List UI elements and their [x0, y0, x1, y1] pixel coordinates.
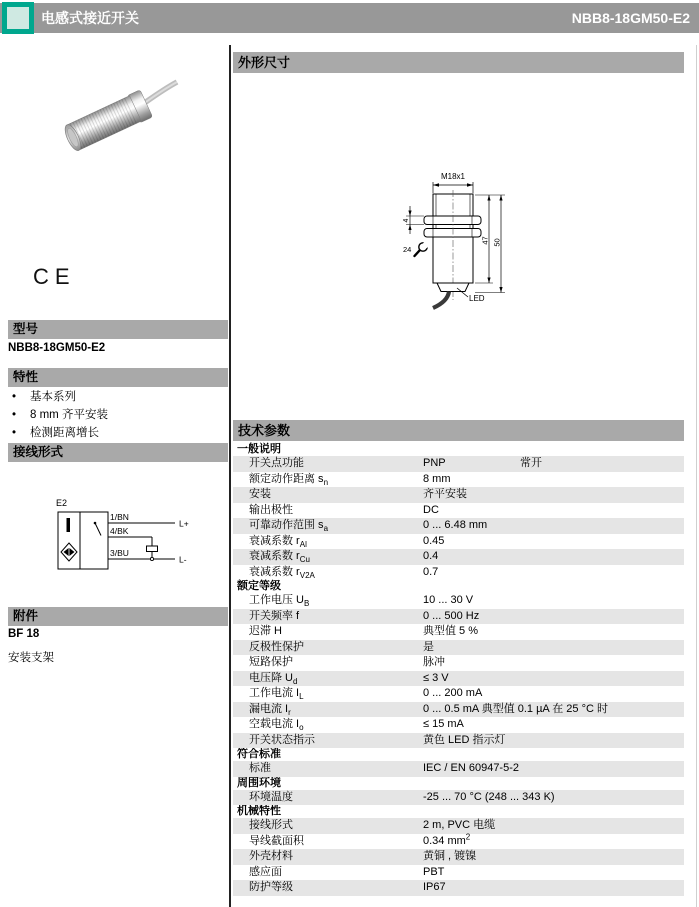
- section-heading-model: 型号: [8, 320, 228, 339]
- dimension-drawing: [380, 160, 520, 320]
- thread-dim-label: M18x1: [440, 172, 466, 181]
- tech-row: [233, 593, 684, 609]
- tech-row-value: ≤ 3 V: [423, 671, 449, 684]
- tech-row-value: PNP: [423, 457, 446, 469]
- feature-item: • 检测距离增长: [8, 424, 223, 442]
- length-50-label: 50: [492, 238, 502, 247]
- tech-row-value: 0.34 $mm^2$: [423, 831, 471, 847]
- tech-row-label: 额定动作距离 $s_n$: [249, 472, 329, 487]
- tech-row-value: ≤ 15 mA: [423, 718, 464, 730]
- tech-row-value: 0 ... 6.48 mm: [423, 519, 488, 531]
- tech-row-value: PBT: [423, 865, 445, 878]
- tech-row-label: 开关点功能: [249, 457, 304, 469]
- wiring-diagram-label: E2: [56, 498, 68, 508]
- ce-mark: CE: [33, 264, 76, 289]
- tech-row-label: 环境温度: [249, 790, 293, 803]
- tech-group-heading: 符合标准: [233, 748, 684, 761]
- tech-row: [233, 609, 684, 625]
- tech-row-label: 标准: [249, 762, 271, 774]
- tech-row-label: 输出极性: [249, 503, 293, 516]
- tech-row-label: 漏电流 $I_r$: [249, 702, 291, 717]
- tech-group-heading: 额定等级: [233, 580, 684, 593]
- tech-row-value: 黄铜 , 镀镍: [423, 850, 477, 862]
- tech-row-label: 开关状态指示: [249, 733, 315, 746]
- tech-row-label: 工作电流 $I_L$: [249, 687, 304, 702]
- tech-row: [233, 865, 684, 881]
- tech-row-label: 短路保护: [249, 656, 293, 668]
- tech-row: [233, 761, 684, 777]
- tech-row-label: 衰减系数 $r_{V2A}$: [249, 565, 315, 580]
- tech-row-label: 迟滞 H: [249, 625, 282, 637]
- tech-row-value: 黄色 LED 指示灯: [423, 733, 506, 746]
- accessory-model: BF 18: [8, 628, 40, 640]
- tech-row-value: 0 ... 500 Hz: [423, 609, 480, 622]
- tech-row-value: 0.4: [423, 550, 439, 562]
- supply-plus-label: L+: [179, 518, 189, 529]
- tech-row-value: 0 ... 0.5 mA 典型值 0.1 µA 在 25 °C 时: [423, 702, 608, 715]
- tech-row-label: 接线形式: [249, 819, 293, 831]
- tech-row: [233, 831, 684, 850]
- nut-thickness-label: 4: [403, 218, 410, 223]
- tech-row-value: 2 m, PVC 电缆: [423, 819, 496, 831]
- tech-row: [233, 624, 684, 640]
- tech-row-value: 是: [423, 640, 434, 653]
- tech-row: [233, 534, 684, 550]
- tech-row-value: 脉冲: [423, 656, 445, 668]
- section-heading-accessories: 附件: [8, 607, 228, 626]
- tech-row: [233, 565, 684, 581]
- page-title: 电感式接近开关: [41, 10, 139, 26]
- tech-row-value: IP67: [423, 881, 446, 893]
- tech-row-value: 0 ... 200 mA: [423, 687, 483, 699]
- brand-logo-icon: [2, 2, 34, 34]
- wire2-label: 4/BK: [110, 526, 129, 536]
- led-label: LED: [469, 294, 485, 303]
- tech-row-label: 衰减系数 $r_{Cu}$: [249, 550, 310, 565]
- tech-row: [233, 702, 684, 718]
- tech-row: [233, 686, 684, 702]
- tech-row-value-2: 常开: [520, 457, 542, 469]
- page-header-bar: [0, 3, 699, 33]
- tech-row: [233, 487, 684, 503]
- tech-group-heading: 机械特性: [233, 805, 684, 818]
- tech-row-value: 8 mm: [423, 472, 451, 485]
- page-right-edge: [696, 45, 697, 907]
- wiring-diagram: [40, 490, 190, 595]
- tech-row-label: 感应面: [249, 865, 282, 878]
- tech-row-label: 外壳材料: [249, 850, 293, 862]
- feature-item: • 8 mm 齐平安装: [8, 406, 223, 424]
- tech-row: [233, 640, 684, 656]
- sensor-body: [62, 90, 153, 154]
- model-number: NBB8-18GM50-E2: [8, 342, 106, 354]
- tech-row: [233, 518, 684, 534]
- tech-row-value: 齐平安装: [423, 488, 467, 500]
- tech-row: [233, 733, 684, 749]
- feature-item: • 基本系列: [8, 388, 223, 406]
- tech-row-label: 工作电压 $U_B$: [249, 594, 310, 609]
- section-heading-features: 特性: [8, 368, 228, 387]
- section-heading-dimensions: 外形尺寸: [233, 52, 684, 73]
- tech-row: [233, 456, 684, 472]
- tech-row: [233, 818, 684, 834]
- wrench-size-label: 24: [403, 245, 412, 254]
- length-47-label: 47: [480, 236, 490, 245]
- tech-row: [233, 849, 684, 865]
- tech-group-heading: 周围环境: [233, 777, 684, 790]
- tech-row-label: 反极性保护: [249, 640, 304, 653]
- tech-row-label: 衰减系数 $r_{Al}$: [249, 534, 307, 549]
- accessory-description: 安装支架: [8, 652, 54, 664]
- tech-row-value: 10 ... 30 V: [423, 594, 474, 606]
- tech-row: [233, 503, 684, 519]
- tech-row-value: IEC / EN 60947-5-2: [423, 762, 519, 774]
- tech-row-label: 安装: [249, 488, 271, 500]
- tech-row: [233, 880, 684, 896]
- tech-row-label: 可靠动作范围 $s_a$: [249, 519, 329, 534]
- supply-minus-label: L-: [179, 554, 187, 565]
- tech-row-value: 0.7: [423, 565, 439, 578]
- tech-row: [233, 655, 684, 671]
- tech-row-label: 开关频率 f: [249, 609, 300, 622]
- tech-row: [233, 472, 684, 488]
- product-number: NBB8-18GM50-E2: [571, 10, 690, 26]
- section-heading-connection: 接线形式: [8, 443, 228, 462]
- tech-row-value: 典型值 5 %: [423, 625, 479, 637]
- wire3-label: 3/BU: [110, 548, 129, 558]
- tech-row: [233, 717, 684, 733]
- tech-row: [233, 790, 684, 806]
- wire1-label: 1/BN: [110, 512, 129, 522]
- tech-row-label: 防护等级: [249, 881, 293, 893]
- tech-row: [233, 549, 684, 565]
- tech-row-value: DC: [423, 503, 439, 516]
- tech-row-label: 导线截面积: [249, 834, 304, 847]
- tech-data-table: [233, 443, 684, 896]
- tech-row: [233, 671, 684, 687]
- tech-row-label: 电压降 $U_d$: [249, 671, 298, 686]
- tech-row-value: 0.45: [423, 534, 445, 547]
- features-list: [8, 388, 223, 442]
- tech-row-label: 空载电流 $I_o$: [249, 718, 304, 733]
- tech-row-value: -25 ... 70 °C (248 ... 343 K): [423, 790, 555, 803]
- tech-group-heading: 一般说明: [233, 443, 684, 456]
- section-heading-tech-data: 技术参数: [233, 420, 684, 441]
- product-photo: [40, 70, 200, 170]
- column-divider: [229, 45, 231, 907]
